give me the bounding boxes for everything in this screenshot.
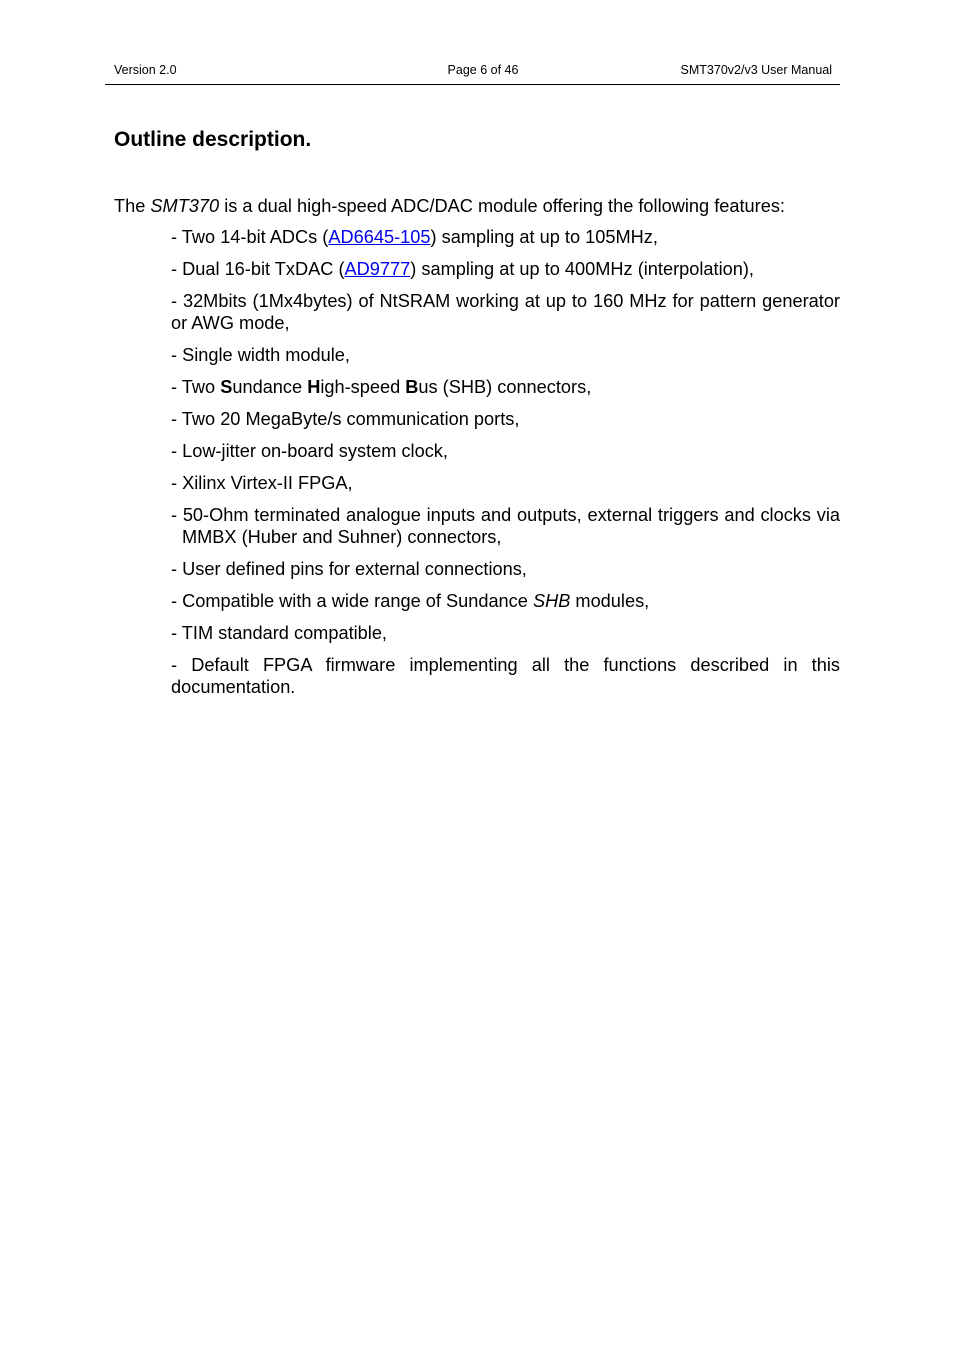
feature-width: - Single width module, [171, 345, 350, 365]
feature-dac [171, 258, 840, 280]
ad6645-link[interactable]: AD6645-105 [328, 227, 431, 247]
ad9777-link[interactable]: AD9777 [344, 259, 411, 279]
feature-adc-suffix: ) sampling at up to 105MHz, [430, 227, 658, 247]
feature-shb-part-1: - Two [171, 377, 221, 397]
intro-suffix: is a dual high-speed ADC/DAC module offering the following features: [219, 196, 785, 216]
header-page-number: Page 6 of 46 [447, 63, 519, 77]
feature-shb [171, 376, 840, 398]
feature-shb-part-3: igh-speed [320, 377, 406, 397]
feature-comports: - Two 20 MegaByte/s communication ports, [171, 409, 520, 429]
feature-shb-part-4: us (SHB) connectors, [418, 377, 592, 397]
feature-compatible-prefix: - Compatible with a wide range of Sundance [171, 591, 533, 611]
header-version: Version 2.0 [114, 63, 177, 77]
feature-fpga: - Xilinx Virtex-II FPGA, [171, 473, 353, 493]
feature-adc-prefix: - Two 14-bit ADCs ( [171, 227, 329, 247]
feature-shb-part-2: undance [232, 377, 308, 397]
feature-tim: - TIM standard compatible, [171, 623, 387, 643]
header-manual-title: SMT370v2/v3 User Manual [680, 63, 832, 77]
feature-sram: - 32Mbits (1Mx4bytes) of NtSRAM working at up to 160 MHz for pattern generator or AWG mode, [171, 291, 840, 333]
feature-clock: - Low-jitter on-board system clock, [171, 441, 448, 461]
feature-adc [171, 226, 840, 248]
feature-compatible-suffix: modules, [570, 591, 650, 611]
feature-firmware: - Default FPGA firmware implementing all the functions described in this documentation. [171, 655, 840, 697]
section-heading: Outline description. [114, 128, 312, 151]
feature-shb-bold-s: S [220, 377, 233, 397]
feature-dac-prefix: - Dual 16-bit TxDAC ( [171, 259, 345, 279]
intro-paragraph [114, 195, 854, 217]
feature-shb-bold-b: B [405, 377, 419, 397]
page-header [105, 62, 840, 85]
feature-analogue: - 50-Ohm terminated analogue inputs and outputs, external triggers and clocks via MMBX (Huber and Suhner) connectors, [171, 505, 840, 547]
feature-compatible [171, 590, 840, 612]
intro-prefix: The [114, 196, 151, 216]
feature-dac-suffix: ) sampling at up to 400MHz (interpolation), [410, 259, 754, 279]
feature-pins: - User defined pins for external connections, [171, 559, 527, 579]
feature-list [171, 226, 840, 708]
feature-shb-bold-h: H [307, 377, 321, 397]
intro-product-name: SMT370 [150, 196, 220, 216]
feature-compatible-shb: SHB [532, 591, 571, 611]
